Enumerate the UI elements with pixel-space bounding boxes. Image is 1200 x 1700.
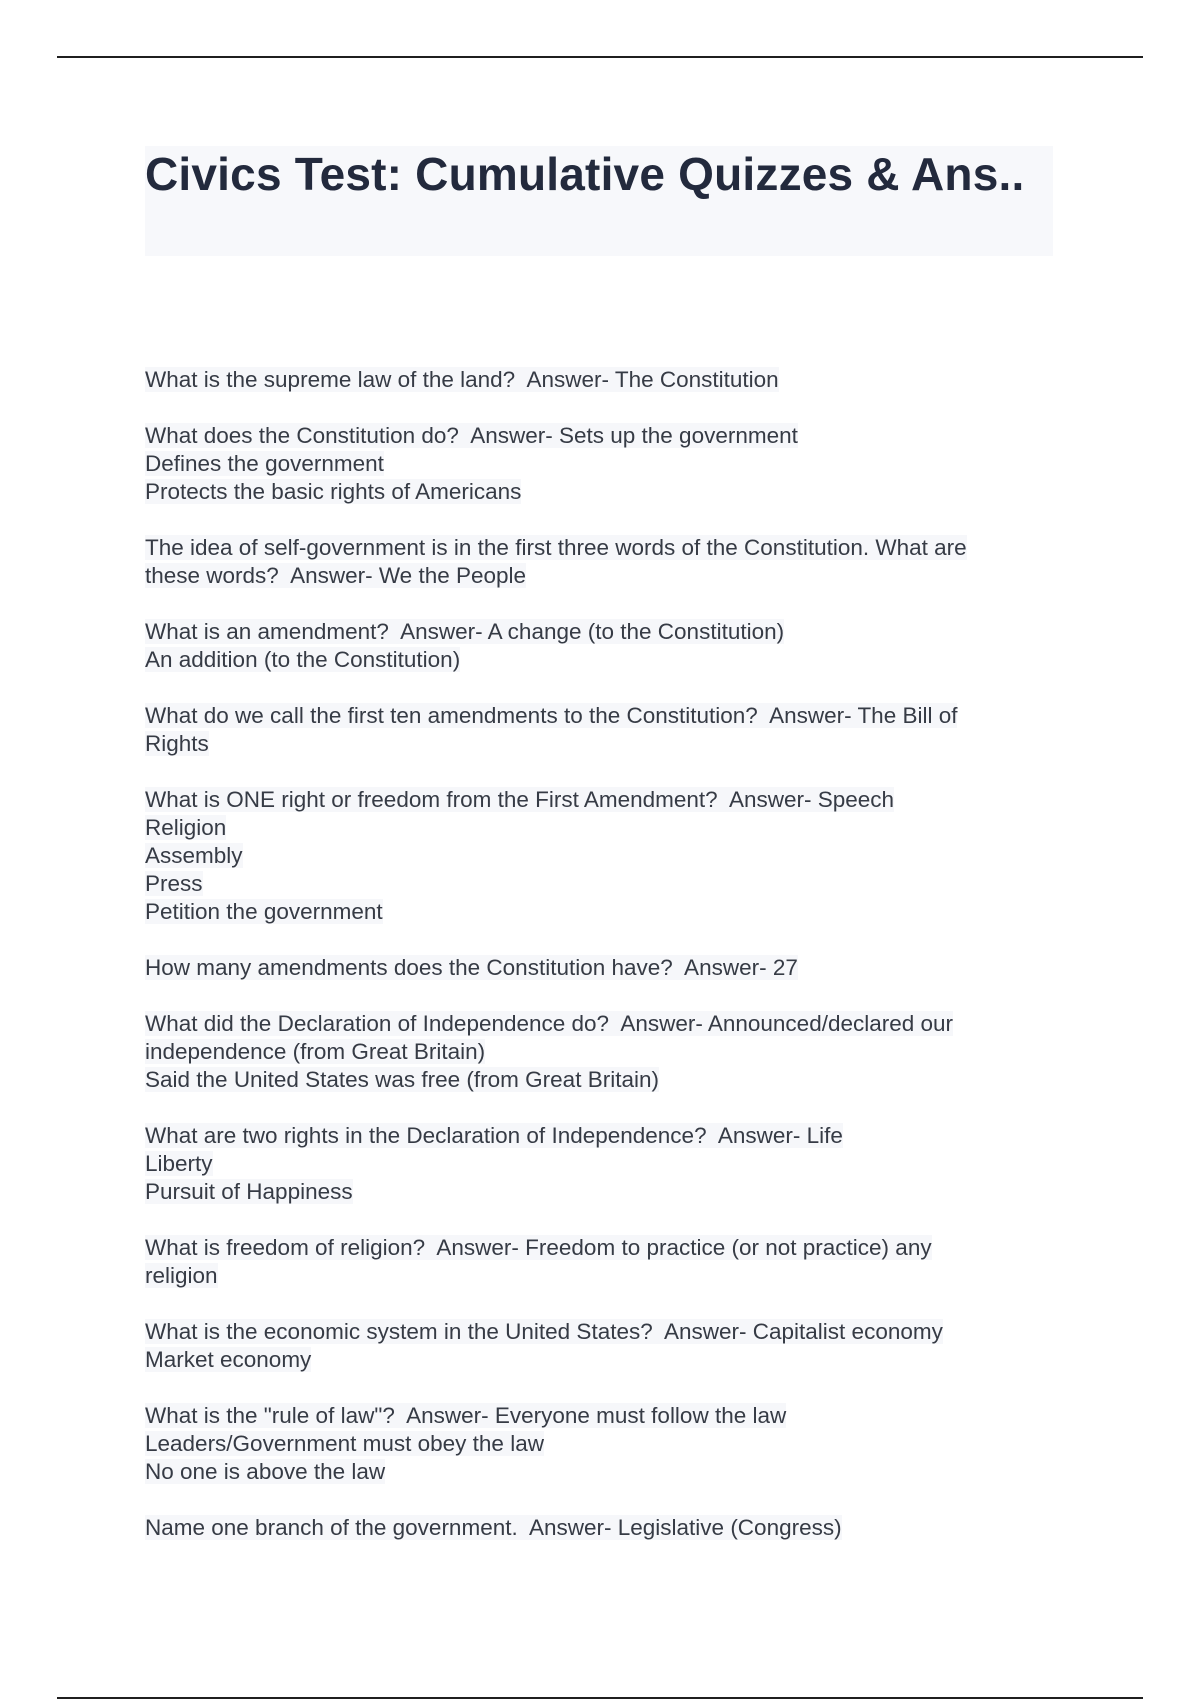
qa-line-text: What are two rights in the Declaration of Independence? Answer- Life bbox=[145, 1123, 843, 1148]
qa-answer-line bbox=[145, 1430, 1065, 1458]
qa-question-line bbox=[145, 618, 1065, 646]
qa-line-text: No one is above the law bbox=[145, 1459, 386, 1484]
qa-line-text: What is the economic system in the United States? Answer- Capitalist economy bbox=[145, 1319, 943, 1344]
qa-answer-line bbox=[145, 842, 1065, 870]
qa-question-line bbox=[145, 534, 1065, 562]
qa-question-line bbox=[145, 954, 1065, 982]
qa-answer-line bbox=[145, 646, 1065, 674]
qa-list bbox=[145, 366, 1065, 1570]
qa-question-line bbox=[145, 1010, 1065, 1038]
qa-item bbox=[145, 786, 1065, 926]
qa-answer-line bbox=[145, 1458, 1065, 1486]
qa-line-text: What did the Declaration of Independence do? Answer- Announced/declared our bbox=[145, 1011, 954, 1036]
qa-line-text: Protects the basic rights of Americans bbox=[145, 479, 522, 504]
title-box bbox=[145, 146, 1053, 256]
qa-question-line bbox=[145, 702, 1065, 730]
qa-item bbox=[145, 1514, 1065, 1542]
qa-line-text: What is ONE right or freedom from the First Amendment? Answer- Speech bbox=[145, 787, 895, 812]
qa-answer-line bbox=[145, 1038, 1065, 1066]
qa-line-text: Liberty bbox=[145, 1151, 213, 1176]
qa-line-text: An addition (to the Constitution) bbox=[145, 647, 461, 672]
qa-item bbox=[145, 954, 1065, 982]
qa-line-text: What does the Constitution do? Answer- Sets up the government bbox=[145, 423, 798, 448]
qa-line-text: What do we call the first ten amendments to the Constitution? Answer- The Bill of bbox=[145, 703, 958, 728]
qa-question-line bbox=[145, 366, 1065, 394]
qa-question-line bbox=[145, 1122, 1065, 1150]
qa-line-text: Leaders/Government must obey the law bbox=[145, 1431, 544, 1456]
qa-line-text: religion bbox=[145, 1263, 218, 1288]
qa-question-line bbox=[145, 1234, 1065, 1262]
qa-question-line bbox=[145, 422, 1065, 450]
qa-answer-line bbox=[145, 1262, 1065, 1290]
qa-line-text: The idea of self-government is in the first three words of the Constitution. What are bbox=[145, 535, 967, 560]
qa-item bbox=[145, 534, 1065, 590]
qa-item bbox=[145, 1234, 1065, 1290]
qa-answer-line bbox=[145, 1150, 1065, 1178]
qa-answer-line bbox=[145, 1066, 1065, 1094]
qa-item bbox=[145, 618, 1065, 674]
qa-answer-line bbox=[145, 1346, 1065, 1374]
qa-line-text: these words? Answer- We the People bbox=[145, 563, 527, 588]
qa-line-text: What is the supreme law of the land? Answer- The Constitution bbox=[145, 367, 779, 392]
qa-answer-line bbox=[145, 898, 1065, 926]
qa-line-text: What is an amendment? Answer- A change (to the Constitution) bbox=[145, 619, 785, 644]
qa-line-text: What is freedom of religion? Answer- Freedom to practice (or not practice) any bbox=[145, 1235, 932, 1260]
qa-line-text: Market economy bbox=[145, 1347, 312, 1372]
qa-item bbox=[145, 702, 1065, 758]
qa-answer-line bbox=[145, 562, 1065, 590]
qa-line-text: Defines the government bbox=[145, 451, 384, 476]
qa-line-text: What is the "rule of law"? Answer- Everyone must follow the law bbox=[145, 1403, 787, 1428]
qa-answer-line bbox=[145, 478, 1065, 506]
qa-item bbox=[145, 366, 1065, 394]
qa-line-text: Said the United States was free (from Great Britain) bbox=[145, 1067, 659, 1092]
qa-question-line bbox=[145, 1514, 1065, 1542]
qa-answer-line bbox=[145, 730, 1065, 758]
qa-line-text: Petition the government bbox=[145, 899, 383, 924]
qa-item bbox=[145, 1122, 1065, 1206]
qa-question-line bbox=[145, 1402, 1065, 1430]
qa-question-line bbox=[145, 786, 1065, 814]
qa-item bbox=[145, 1402, 1065, 1486]
qa-answer-line bbox=[145, 870, 1065, 898]
qa-line-text: Religion bbox=[145, 815, 227, 840]
qa-line-text: Rights bbox=[145, 731, 209, 756]
qa-line-text: independence (from Great Britain) bbox=[145, 1039, 486, 1064]
qa-line-text: Pursuit of Happiness bbox=[145, 1179, 353, 1204]
qa-line-text: Name one branch of the government. Answer- Legislative (Congress) bbox=[145, 1515, 842, 1540]
qa-line-text: Press bbox=[145, 871, 203, 896]
qa-item bbox=[145, 422, 1065, 506]
document-title: Civics Test: Cumulative Quizzes & Ans.. bbox=[145, 148, 1025, 200]
bottom-rule bbox=[57, 1697, 1143, 1699]
top-rule bbox=[57, 56, 1143, 58]
qa-answer-line bbox=[145, 450, 1065, 478]
qa-answer-line bbox=[145, 1178, 1065, 1206]
qa-item bbox=[145, 1318, 1065, 1374]
qa-line-text: Assembly bbox=[145, 843, 243, 868]
qa-answer-line bbox=[145, 814, 1065, 842]
qa-question-line bbox=[145, 1318, 1065, 1346]
qa-item bbox=[145, 1010, 1065, 1094]
qa-line-text: How many amendments does the Constitution have? Answer- 27 bbox=[145, 955, 798, 980]
